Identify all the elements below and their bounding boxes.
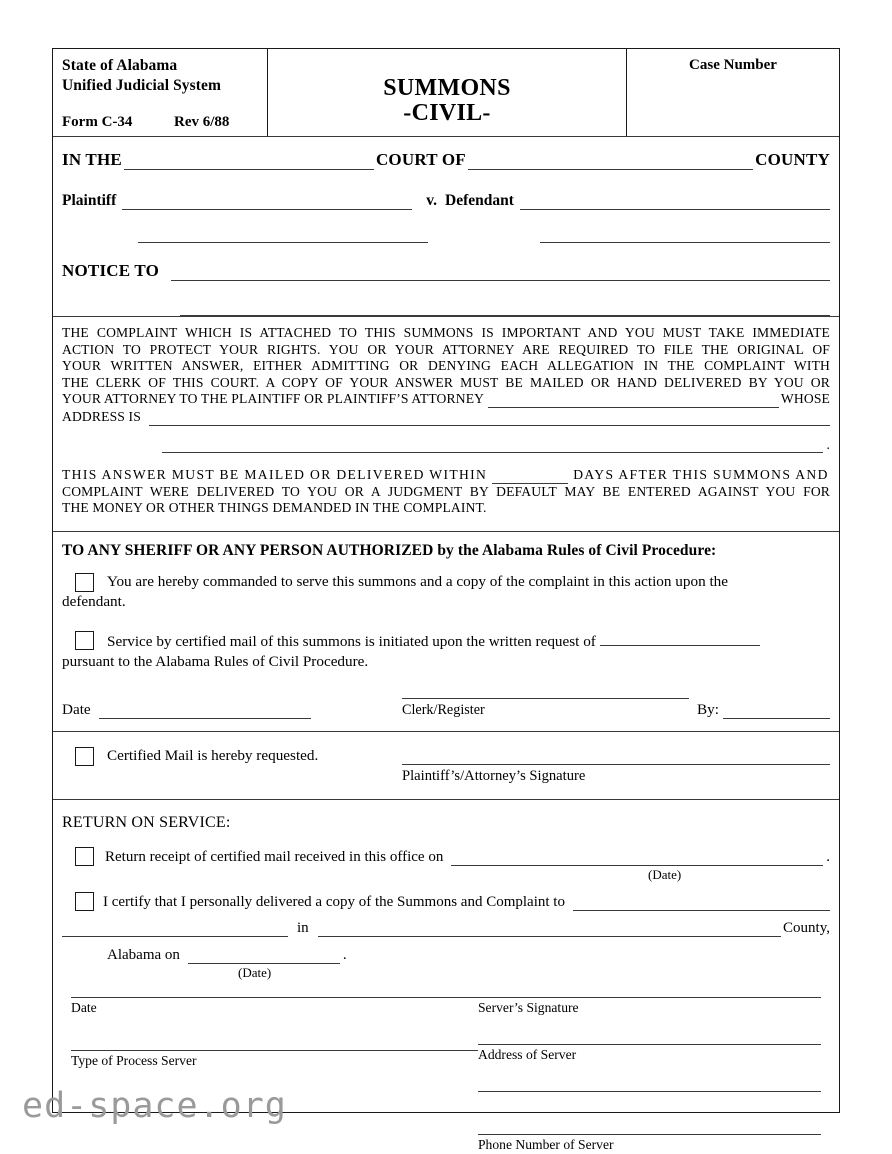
clerk-register-input[interactable] <box>402 698 689 699</box>
paragraph-line-5 <box>62 391 830 408</box>
defendant-name-input[interactable] <box>520 194 830 211</box>
court-name-input[interactable] <box>124 152 374 170</box>
county-name-input[interactable] <box>468 152 753 170</box>
sheriff-option-2-row[interactable] <box>62 630 830 672</box>
form-subtitle: -CIVIL- <box>403 99 491 126</box>
address-line-1 <box>62 409 830 426</box>
answer-text-post: DAYS AFTER THIS SUMMONS AND <box>573 467 829 483</box>
parties-line-second <box>62 226 830 243</box>
sheriff-option-1-text <box>62 572 729 612</box>
court-parties-section <box>53 136 839 249</box>
notice-to-label: NOTICE TO <box>62 261 160 280</box>
plaintiff-attorney-signature-input[interactable] <box>402 764 830 765</box>
sheriff-option-1-line-1: You are hereby commanded to serve this summons and a copy of the complaint in this action upon the <box>107 572 729 590</box>
certified-mail-section <box>53 731 839 799</box>
clerk-signature-row <box>53 682 839 731</box>
server-address-field <box>478 1044 821 1063</box>
attorney-text-pre: YOUR ATTORNEY TO THE PLAINTIFF OR PLAINTIFF’S ATTORNEY <box>62 391 485 407</box>
server-signature-caption: Server’s Signature <box>478 1000 579 1016</box>
personal-delivery-row-3 <box>107 947 830 964</box>
court-of-label: COURT OF <box>375 150 466 169</box>
spacer <box>71 1016 478 1050</box>
delivery-county-input[interactable] <box>318 921 781 937</box>
alabama-on-label: Alabama on <box>107 947 180 964</box>
spacer <box>62 299 180 316</box>
checkbox-personal-delivery[interactable] <box>75 892 94 911</box>
checkbox-serve-summons[interactable] <box>75 573 94 592</box>
in-label: in <box>297 920 309 937</box>
plaintiff-attorney-signature-caption: Plaintiff’s/Attorney’s Signature <box>402 768 586 785</box>
delivery-date-caption: (Date) <box>238 965 272 981</box>
versus-label: v. <box>426 192 438 209</box>
attorney-text-post: WHOSE <box>780 391 830 407</box>
form-frame <box>52 48 840 1153</box>
return-receipt-date-caption: (Date) <box>648 867 682 883</box>
clerk-date-group <box>62 701 402 719</box>
sheriff-section <box>53 531 839 682</box>
spacer <box>428 226 540 243</box>
paragraph-line-1: THE COMPLAINT WHICH IS ATTACHED TO THIS SUMMONS IS IMPORTANT AND YOU MUST TAKE IMMEDIATE <box>62 325 830 340</box>
header-agency-cell <box>53 49 268 136</box>
site-watermark: ed-space.org <box>22 1086 287 1126</box>
return-receipt-period: . <box>826 849 830 866</box>
checkbox-return-receipt[interactable] <box>75 847 94 866</box>
clerk-date-label: Date <box>62 701 91 719</box>
clerk-register-field <box>402 698 689 719</box>
plaintiff-name-input[interactable] <box>122 194 412 211</box>
form-number: Form C-34 <box>62 114 133 130</box>
server-phone-field <box>478 1134 821 1153</box>
return-receipt-row[interactable] <box>62 846 830 866</box>
header-case-number-cell[interactable] <box>627 49 839 136</box>
server-date-field <box>71 997 478 1016</box>
personal-delivery-text: I certify that I personally delivered a copy of the Summons and Complaint to <box>103 894 565 911</box>
checkbox-certified-mail-service[interactable] <box>75 631 94 650</box>
form-number-row <box>62 114 263 131</box>
personal-delivery-row-2 <box>62 920 830 937</box>
plaintiff-name-input-2[interactable] <box>138 226 428 243</box>
answer-deadline-paragraph <box>53 453 839 531</box>
answer-line-1 <box>62 467 830 484</box>
notice-to-section <box>53 249 839 316</box>
parties-line <box>62 192 830 210</box>
answer-line-2: COMPLAINT WERE DELIVERED TO YOU OR A JUDGMENT BY DEFAULT MAY BE ENTERED AGAINST YOU FOR <box>62 483 830 499</box>
delivered-to-input[interactable] <box>573 895 830 911</box>
defendant-name-input-2[interactable] <box>540 226 830 243</box>
sheriff-option-1-row[interactable] <box>62 572 830 612</box>
spacer <box>478 1063 821 1091</box>
days-input[interactable] <box>492 469 568 484</box>
answer-text-pre: THIS ANSWER MUST BE MAILED OR DELIVERED WITHIN <box>62 467 488 483</box>
paragraph-line-2: ACTION TO PROTECT YOUR RIGHTS. YOU OR YOUR ATTORNEY ARE REQUIRED TO FILE THE ORIGINAL OF <box>62 341 830 357</box>
clerk-date-input[interactable] <box>99 703 311 719</box>
server-signature-field <box>478 997 821 1016</box>
notice-to-line <box>62 261 830 281</box>
form-revision: Rev 6/88 <box>174 114 230 130</box>
sheriff-option-1-line-2: defendant. <box>62 592 126 610</box>
form-title: SUMMONS <box>383 74 511 101</box>
sheriff-option-2-text <box>62 630 760 672</box>
plaintiff-label: Plaintiff <box>62 192 117 209</box>
certified-mail-label: Certified Mail is hereby requested. <box>107 747 319 765</box>
spacer <box>62 226 138 243</box>
certified-mail-request-group[interactable] <box>62 746 402 766</box>
by-label: By: <box>697 701 719 719</box>
delivered-to-input-2[interactable] <box>62 921 288 937</box>
checkbox-certified-mail-requested[interactable] <box>75 747 94 766</box>
sheriff-option-2-line-2: pursuant to the Alabama Rules of Civil Procedure. <box>62 653 369 671</box>
address-line-2 <box>62 437 830 454</box>
case-number-label: Case Number <box>689 57 777 73</box>
return-receipt-date-input[interactable] <box>451 850 823 866</box>
header-title-cell <box>268 49 627 136</box>
personal-delivery-row[interactable] <box>62 891 830 911</box>
server-address-caption: Address of Server <box>478 1047 577 1063</box>
delivery-period: . <box>342 947 347 964</box>
server-date-caption: Date <box>71 1000 97 1016</box>
spacer <box>478 1092 821 1134</box>
process-server-type-caption: Type of Process Server <box>71 1053 197 1069</box>
return-on-service-title: RETURN ON SERVICE: <box>62 814 231 832</box>
server-left-column <box>71 997 478 1153</box>
defendant-label: Defendant <box>445 192 514 209</box>
paragraph-line-3: YOUR WRITTEN ANSWER, EITHER ADMITTING OR DENYING EACH ALLEGATION IN THE COMPLAINT WITH <box>62 358 830 374</box>
plaintiff-attorney-signature-field <box>402 746 830 785</box>
judicial-system-name: Unified Judicial System <box>62 77 222 94</box>
form-title-block <box>383 76 510 126</box>
attorney-address-input[interactable] <box>149 411 830 426</box>
form-header <box>53 49 839 136</box>
by-input[interactable] <box>723 703 830 719</box>
attorney-address-input-2[interactable] <box>162 439 823 454</box>
notice-to-line-second <box>62 299 830 316</box>
server-phone-caption: Phone Number of Server <box>478 1137 614 1153</box>
sheriff-section-title: TO ANY SHERIFF OR ANY PERSON AUTHORIZED by the Alabama Rules of Civil Procedure: <box>62 541 717 559</box>
address-is-label: ADDRESS IS <box>62 408 141 424</box>
plaintiff-attorney-input[interactable] <box>488 393 779 408</box>
court-line <box>62 150 830 170</box>
clerk-register-caption: Clerk/Register <box>402 702 485 719</box>
sheriff-option-2-line-1: Service by certified mail of this summons is initiated upon the written request of <box>107 633 596 651</box>
answer-line-3: THE MONEY OR OTHER THINGS DEMANDED IN THE COMPLAINT. <box>62 500 487 516</box>
paragraph-line-4: THE CLERK OF THIS COURT. A COPY OF YOUR ANSWER MUST BE MAILED OR HAND DELIVERED BY YOU OR <box>62 374 830 390</box>
notice-to-input-2[interactable] <box>180 299 830 316</box>
clerk-register-group <box>402 698 830 719</box>
process-server-type-field <box>71 1050 478 1069</box>
server-right-column <box>478 997 821 1153</box>
notice-to-input[interactable] <box>171 263 830 281</box>
county-suffix-label: County, <box>783 920 830 937</box>
address-period: . <box>826 436 830 452</box>
delivery-date-input[interactable] <box>188 948 340 964</box>
written-request-input[interactable] <box>600 630 760 646</box>
return-receipt-text: Return receipt of certified mail received in this office on <box>105 849 444 866</box>
state-name: State of Alabama <box>62 57 178 74</box>
in-the-label: IN THE <box>62 150 122 169</box>
complaint-notice-paragraph <box>53 316 839 453</box>
spacer <box>478 1016 821 1044</box>
spacer <box>62 867 648 883</box>
server-signature-grid <box>62 997 830 1153</box>
return-receipt-date-caption-row <box>62 867 830 883</box>
county-label: COUNTY <box>755 150 830 169</box>
